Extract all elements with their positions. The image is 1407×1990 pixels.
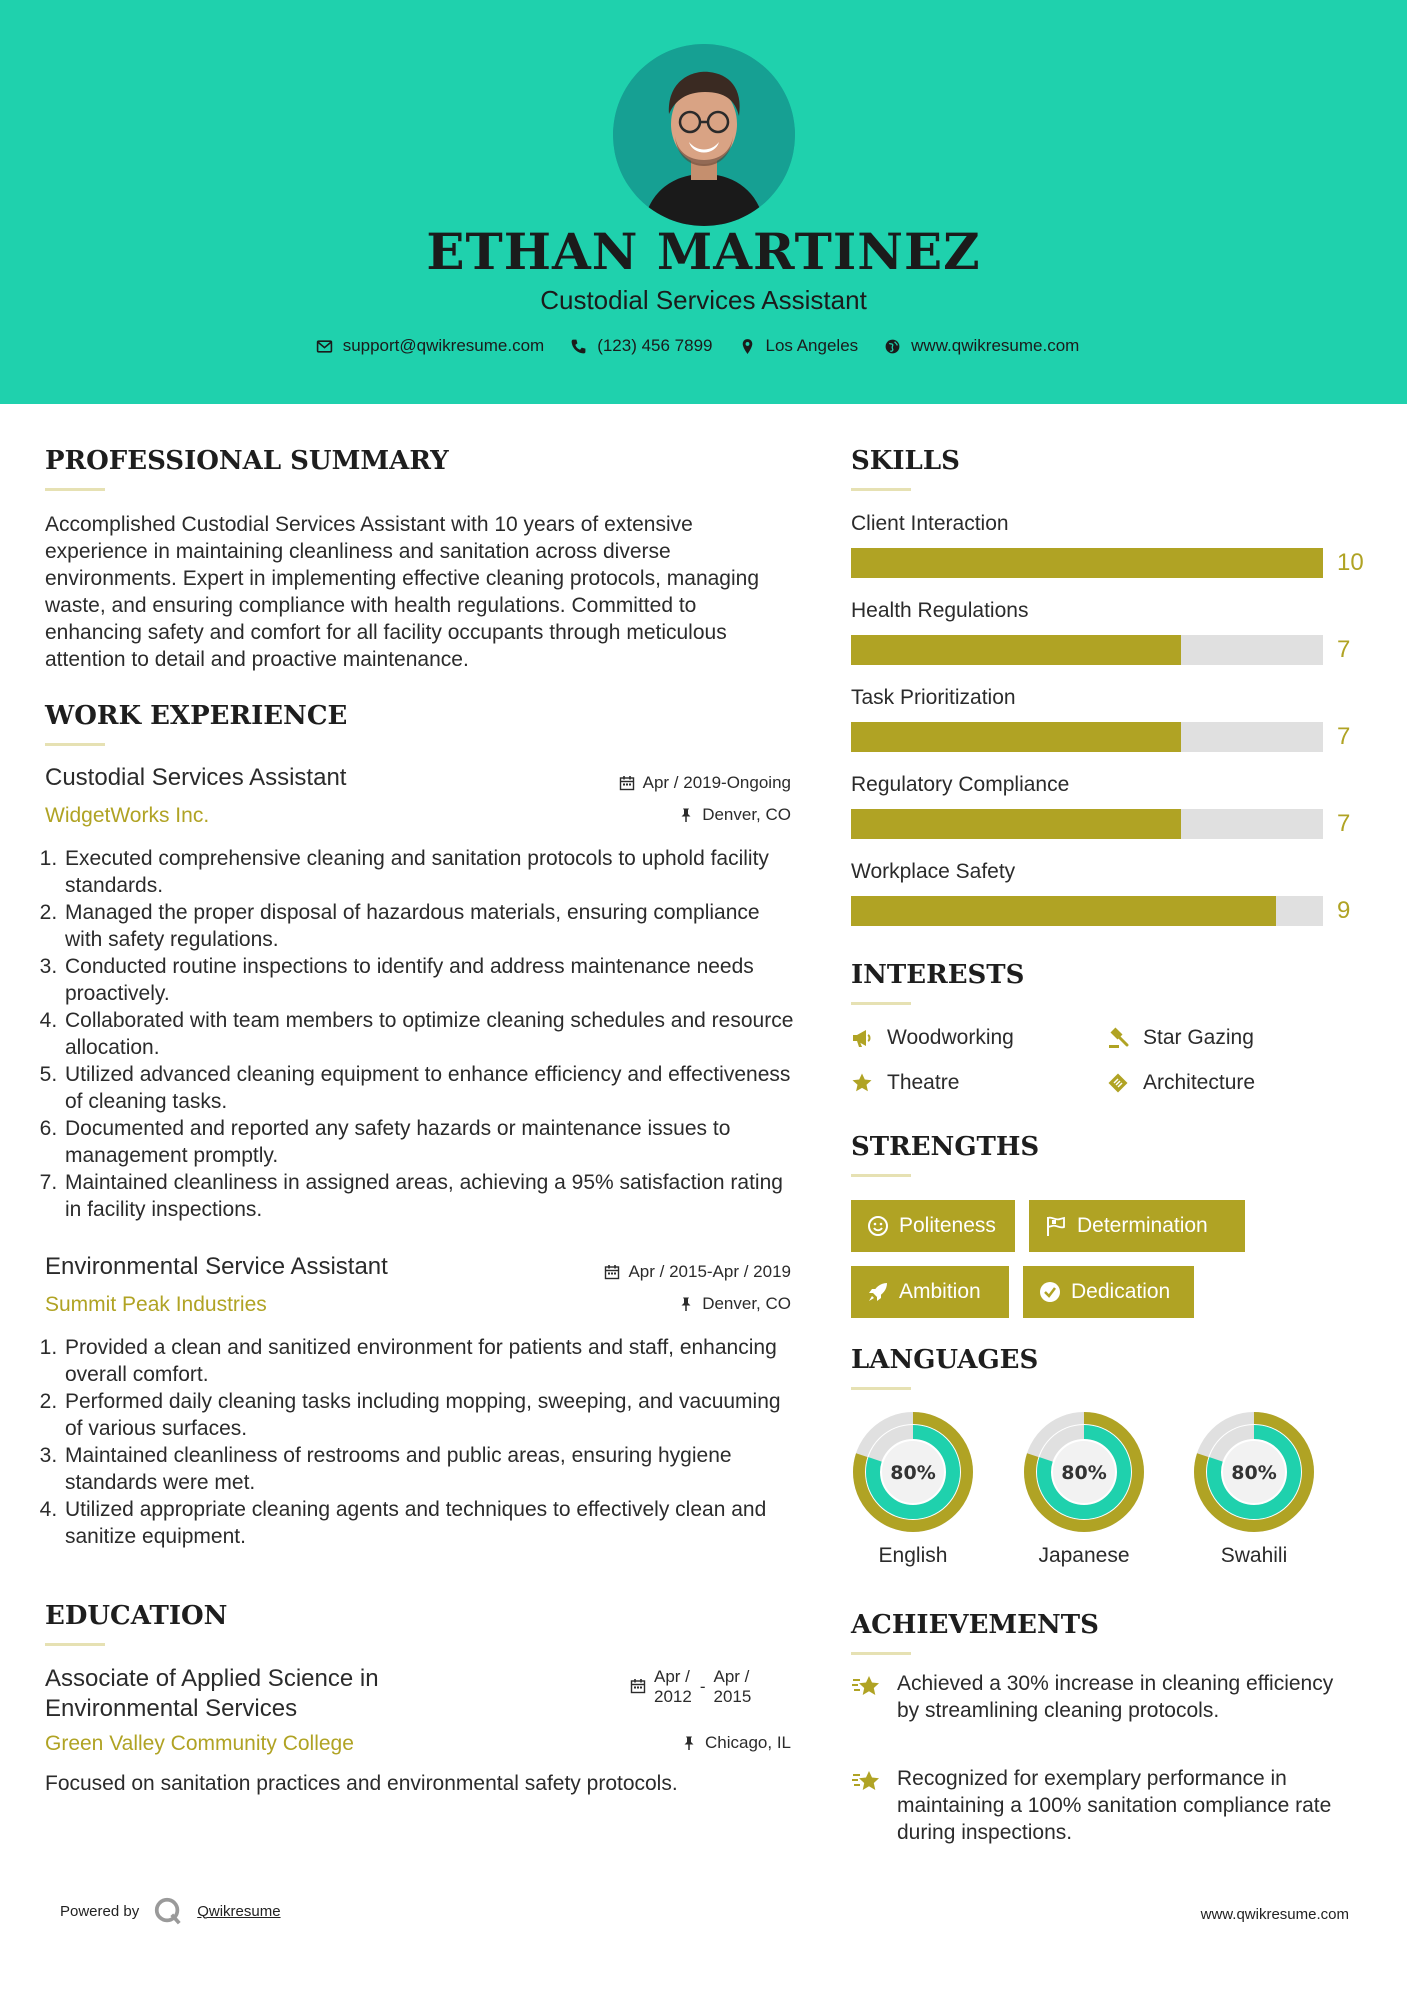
skill-label: Task Prioritization xyxy=(851,686,1016,709)
skill-label: Health Regulations xyxy=(851,599,1029,622)
interest-label: Woodworking xyxy=(887,1026,1014,1049)
envelope-icon xyxy=(316,338,333,355)
job-location-text: Denver, CO xyxy=(702,805,791,824)
skills-heading: SKILLS xyxy=(851,446,960,476)
skill-label: Workplace Safety xyxy=(851,860,1016,883)
education-heading-underline xyxy=(45,1643,105,1646)
footer-website[interactable]: www.qwikresume.com xyxy=(1200,1906,1349,1923)
list-item: 5. Utilized advanced cleaning equipment to enhance efficiency and effectiveness of cleaning tasks. xyxy=(63,1061,795,1115)
company-name: Summit Peak Industries xyxy=(45,1293,267,1316)
education-end xyxy=(714,1667,752,1707)
email-text: support@qwikresume.com xyxy=(342,336,545,355)
resume-header xyxy=(0,0,1407,404)
skill-bar-track xyxy=(851,548,1323,578)
skill-bar-fill xyxy=(851,896,1276,926)
job-dates xyxy=(500,773,791,793)
education-start xyxy=(654,1667,692,1707)
phone-text: (123) 456 7899 xyxy=(597,336,713,355)
skill-bar-track xyxy=(851,635,1323,665)
list-item: 1. Provided a clean and sanitized environment for patients and staff, enhancing overall comfort. xyxy=(63,1334,795,1388)
calendar-icon xyxy=(604,1264,620,1280)
skill-bar-track xyxy=(851,809,1323,839)
degree-line-2: Environmental Services xyxy=(45,1695,298,1722)
summary-text: Accomplished Custodial Services Assistant with 10 years of extensive experience in maintaining cleanliness and sanitation across diverse environments. Expert in implementing effective cleaning protocols, managing waste, and ensuring compliance with health regulations. Committed to enhancing safety and comfort for all facility occupants through meticulous attention to detail and proactive maintenance. xyxy=(45,513,759,671)
strength-badge xyxy=(851,1200,1015,1252)
pushpin-icon xyxy=(681,1735,697,1751)
ticket-icon xyxy=(1107,1072,1129,1094)
list-item: 4. Collaborated with team members to optimize cleaning schedules and resource allocation. xyxy=(63,1007,795,1061)
language-name: English xyxy=(878,1544,948,1567)
list-item: 2. Managed the proper disposal of hazardous materials, ensuring compliance with safety regulations. xyxy=(63,899,795,953)
list-item: 1. Executed comprehensive cleaning and sanitation protocols to uphold facility standards. xyxy=(63,845,795,899)
skill-value: 10 xyxy=(1337,549,1364,576)
summary-heading: PROFESSIONAL SUMMARY xyxy=(45,446,449,476)
pushpin-icon xyxy=(678,1296,694,1312)
location-text: Los Angeles xyxy=(765,336,859,355)
flag-icon xyxy=(1045,1215,1067,1237)
job-title: Custodial Services Assistant xyxy=(45,764,347,791)
job-title: Environmental Service Assistant xyxy=(45,1253,388,1280)
strengths-heading-underline xyxy=(851,1174,911,1177)
skill-bar-fill xyxy=(851,809,1181,839)
education-heading: EDUCATION xyxy=(45,1601,228,1631)
skill-bar-fill xyxy=(851,548,1323,578)
skill-value: 9 xyxy=(1337,897,1351,924)
list-item: 2. Performed daily cleaning tasks including mopping, sweeping, and vacuuming of various surfaces. xyxy=(63,1388,795,1442)
footer-branding xyxy=(60,1896,281,1926)
job-dates-text: Apr / 2015-Apr / 2019 xyxy=(628,1262,791,1281)
job-bullets xyxy=(45,845,795,1223)
education-end-year: 2015 xyxy=(713,1687,752,1706)
degree-line-1: Associate of Applied Science in xyxy=(45,1665,379,1692)
pushpin-icon xyxy=(678,807,694,823)
skill-label: Client Interaction xyxy=(851,512,1009,535)
contact-phone[interactable] xyxy=(570,336,712,356)
strength-label: Determination xyxy=(1077,1214,1208,1237)
contact-location xyxy=(739,336,859,356)
job-location-text: Denver, CO xyxy=(702,1294,791,1313)
language-percent: 80% xyxy=(1231,1462,1277,1484)
profile-photo xyxy=(613,44,795,226)
globe-icon xyxy=(884,338,901,355)
interest-item xyxy=(851,1071,959,1095)
skill-value: 7 xyxy=(1337,636,1351,663)
skill-value: 7 xyxy=(1337,723,1351,750)
star-icon xyxy=(851,1072,873,1094)
contact-bar xyxy=(0,336,1407,356)
job-location xyxy=(500,1294,791,1314)
interests-heading: INTERESTS xyxy=(851,960,1025,990)
candidate-title: Custodial Services Assistant xyxy=(540,285,867,315)
language-name: Swahili xyxy=(1220,1544,1288,1567)
language-donut-chart xyxy=(851,1410,975,1534)
website-text: www.qwikresume.com xyxy=(911,336,1080,355)
language-donut-chart xyxy=(1022,1410,1146,1534)
job-location xyxy=(500,805,791,825)
qwikresume-logo-icon xyxy=(153,1896,183,1926)
interest-item xyxy=(1107,1071,1255,1095)
education-dates xyxy=(630,1667,751,1707)
qwikresume-link[interactable]: Qwikresume xyxy=(197,1902,281,1920)
company-name: WidgetWorks Inc. xyxy=(45,804,210,827)
powered-by-text: Powered by xyxy=(60,1902,140,1920)
skill-bar-fill xyxy=(851,635,1181,665)
megaphone-icon xyxy=(851,1027,873,1049)
strength-label: Politeness xyxy=(899,1214,996,1237)
contact-email[interactable] xyxy=(316,336,545,356)
achievements-heading: ACHIEVEMENTS xyxy=(851,1610,1099,1640)
list-item: 7. Maintained cleanliness in assigned areas, achieving a 95% satisfaction rating in facility inspections. xyxy=(63,1169,795,1223)
job-dates-text: Apr / 2019-Ongoing xyxy=(642,773,791,792)
strength-label: Ambition xyxy=(899,1280,981,1303)
strengths-heading: STRENGTHS xyxy=(851,1132,1040,1162)
strength-badge xyxy=(1029,1200,1245,1252)
list-item: 3. Conducted routine inspections to identify and address maintenance needs proactively. xyxy=(63,953,795,1007)
strength-badge xyxy=(851,1266,1009,1318)
job-dates xyxy=(500,1262,791,1282)
education-location xyxy=(500,1733,791,1753)
contact-website[interactable] xyxy=(884,336,1079,356)
strength-label: Dedication xyxy=(1071,1280,1171,1303)
language-donut-chart xyxy=(1192,1410,1316,1534)
interest-item xyxy=(851,1026,1014,1050)
experience-heading-underline xyxy=(45,743,105,746)
achievement-text: Achieved a 30% increase in cleaning efficiency by streamlining cleaning protocols. xyxy=(897,1672,1334,1722)
achievement-text: Recognized for exemplary performance in maintaining a 100% sanitation compliance rate during inspections. xyxy=(897,1767,1332,1844)
achievements-heading-underline xyxy=(851,1652,911,1655)
degree-title xyxy=(45,1664,379,1724)
gavel-icon xyxy=(1107,1027,1129,1049)
interest-label: Star Gazing xyxy=(1143,1026,1254,1049)
languages-heading-underline xyxy=(851,1387,911,1390)
achievement-item xyxy=(851,1765,1351,1846)
language-donut xyxy=(1192,1410,1316,1539)
languages-heading: LANGUAGES xyxy=(851,1345,1039,1375)
check-circle-icon xyxy=(1039,1281,1061,1303)
language-donut xyxy=(1022,1410,1146,1539)
skill-bar-fill xyxy=(851,722,1181,752)
experience-heading: WORK EXPERIENCE xyxy=(45,701,348,731)
skill-label: Regulatory Compliance xyxy=(851,773,1070,796)
education-location-text: Chicago, IL xyxy=(705,1733,791,1752)
calendar-icon xyxy=(619,775,635,791)
rocket-icon xyxy=(867,1281,889,1303)
language-percent: 80% xyxy=(1061,1462,1107,1484)
skill-bar-track xyxy=(851,722,1323,752)
education-description: Focused on sanitation practices and environmental safety protocols. xyxy=(45,1772,678,1795)
trophy-star-icon xyxy=(851,1765,883,1797)
language-name: Japanese xyxy=(1038,1544,1130,1567)
smile-icon xyxy=(867,1215,889,1237)
date-separator: - xyxy=(699,1677,706,1696)
interest-item xyxy=(1107,1026,1254,1050)
list-item: 4. Utilized appropriate cleaning agents and techniques to effectively clean and sanitize equipment. xyxy=(63,1496,795,1550)
strength-badge xyxy=(1023,1266,1194,1318)
phone-icon xyxy=(570,338,587,355)
education-start-month: Apr / xyxy=(654,1667,690,1686)
education-end-month: Apr / xyxy=(713,1667,750,1686)
calendar-icon xyxy=(630,1678,646,1694)
list-item: 3. Maintained cleanliness of restrooms and public areas, ensuring hygiene standards were met. xyxy=(63,1442,795,1496)
list-item: 6. Documented and reported any safety hazards or maintenance issues to management promptly. xyxy=(63,1115,795,1169)
interest-label: Architecture xyxy=(1143,1071,1256,1094)
achievement-item xyxy=(851,1670,1351,1724)
language-donut xyxy=(851,1410,975,1539)
skill-bar-track xyxy=(851,896,1323,926)
interest-label: Theatre xyxy=(887,1071,960,1094)
school-name: Green Valley Community College xyxy=(45,1732,354,1755)
skills-heading-underline xyxy=(851,488,911,491)
job-bullets xyxy=(45,1334,795,1550)
interests-heading-underline xyxy=(851,1002,911,1005)
education-start-year: 2012 xyxy=(654,1687,692,1706)
skill-value: 7 xyxy=(1337,810,1351,837)
trophy-star-icon xyxy=(851,1670,883,1702)
language-percent: 80% xyxy=(890,1462,936,1484)
map-pin-icon xyxy=(739,338,756,355)
summary-heading-underline xyxy=(45,488,105,491)
candidate-name: ETHAN MARTINEZ xyxy=(426,222,981,281)
